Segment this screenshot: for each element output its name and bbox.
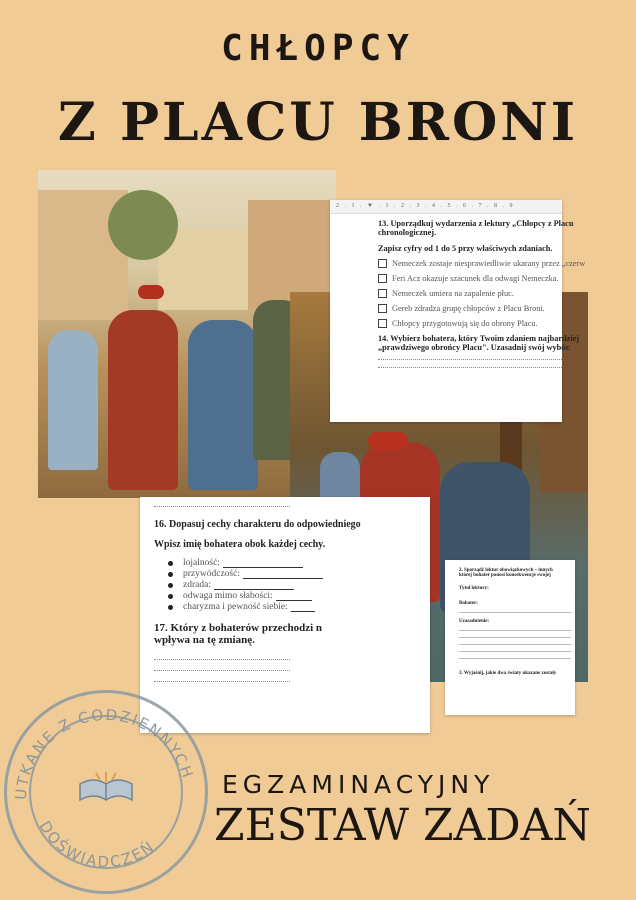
title-label: Tytuł lektury:: [459, 586, 489, 591]
stamp-bottom-text: DOŚWIADCZEŃ: [35, 817, 159, 872]
list-item: [168, 602, 430, 612]
question-13-cont: chronologicznej.: [378, 228, 437, 237]
question-2: 2. Sporządź lektur obowiązkowych – innych: [459, 568, 553, 573]
subtitle-line-1: EGZAMINACYJNY: [222, 770, 495, 799]
blank-line: [223, 559, 303, 568]
item-text: Chłopcy przygotowują się do obrony Placu.: [392, 319, 538, 328]
answer-line: [459, 631, 571, 638]
list-item: [168, 558, 430, 568]
answer-line: [459, 638, 571, 645]
item-text: Nemeczek umiera na zapalenie płuc.: [392, 289, 514, 298]
question-2-cont: której bohater ponosi konsekwencje swojej: [459, 573, 551, 578]
title-line-1: CHŁOPCY: [221, 28, 415, 69]
checkbox-icon: [378, 304, 387, 313]
title-line-2: Z PLACU BRONI: [57, 92, 579, 153]
answer-line: [459, 645, 571, 652]
question-13: 13. Uporządkuj wydarzenia z lektury „Chłopcy z Placu: [378, 219, 574, 228]
checkbox-icon: [378, 259, 387, 268]
blank-line: [243, 570, 323, 579]
boy-figure: [188, 320, 258, 490]
blank-line: [291, 603, 315, 612]
stamp-top-text: UTKANE Z CODZIENNYCH: [11, 705, 198, 801]
checkbox-icon: [378, 289, 387, 298]
question-14-cont: „prawdziwego obrońcy Placu". Uzasadnij swój wybór.: [378, 343, 571, 352]
hero-label: Bohater:: [459, 601, 478, 606]
traits-list: [168, 558, 430, 612]
trait: lojalność:: [183, 558, 220, 568]
answer-line: [378, 360, 562, 368]
answer-line: [378, 352, 562, 360]
question-3: 3. Wyjaśnij, jakie dwa światy ukazane zostały: [459, 671, 557, 676]
trait: charyzma i pewność siebie:: [183, 602, 288, 612]
instruction: Zapisz cyfry od 1 do 5 przy właściwych zdaniach.: [378, 244, 553, 253]
checkbox-icon: [378, 274, 387, 283]
boy-figure: [108, 310, 178, 490]
checkbox-icon: [378, 319, 387, 328]
list-item: [378, 274, 562, 283]
answer-line: [459, 606, 571, 613]
blank-line: [214, 581, 294, 590]
subtitle-line-2: ZESTAW ZADAŃ: [214, 800, 591, 851]
item-text: Gereb zdradza grupę chłopców z Placu Broni.: [392, 304, 545, 313]
boy-figure: [48, 330, 98, 470]
list-item: [168, 580, 430, 590]
question-17: 17. Który z bohaterów przechodzi n: [154, 622, 323, 634]
list-item: [168, 569, 430, 579]
answer-line: [154, 663, 290, 671]
question-17-cont: wpływa na tę zmianę.: [154, 634, 255, 646]
question-16: 16. Dopasuj cechy charakteru do odpowiedniego: [154, 519, 361, 530]
item-text: Feri Acz okazuje szacunek dla odwagi Nemeczka.: [392, 274, 559, 283]
trait: przywódczość:: [183, 569, 240, 579]
answer-line: [154, 674, 290, 682]
list-item: [168, 591, 430, 601]
tree-shape: [108, 190, 178, 260]
question-14: 14. Wybierz bohatera, który Twoim zdaniem najbardziej: [378, 334, 580, 343]
list-item: [378, 289, 562, 298]
list-item: [378, 304, 562, 313]
open-book-icon: [76, 770, 136, 806]
answer-line: [154, 499, 290, 507]
reason-label: Uzasadnienie:: [459, 619, 489, 624]
answer-line: [459, 652, 571, 659]
worksheet-preview-2-3: [445, 560, 575, 715]
item-text: Nemeczek zostaje niesprawiedliwie ukarany przez „czerw: [392, 259, 586, 268]
red-cap: [138, 285, 164, 299]
svg-text:DOŚWIADCZEŃ: [36, 818, 159, 871]
answer-line: [154, 652, 290, 660]
ruler: 2 . 1 . ▼ . 1 . 2 . 3 . 4 . 5 . 6 . 7 . 8 . 9: [330, 200, 562, 214]
instruction: Wpisz imię bohatera obok każdej cechy.: [154, 539, 326, 550]
list-item: [378, 259, 586, 268]
red-cap: [368, 432, 408, 450]
worksheet-preview-13-14: [330, 200, 586, 422]
answer-line: [459, 624, 571, 631]
blank-line: [276, 592, 312, 601]
trait: odwaga mimo słabości:: [183, 591, 273, 601]
list-item: [378, 319, 562, 328]
trait: zdrada:: [183, 580, 211, 590]
